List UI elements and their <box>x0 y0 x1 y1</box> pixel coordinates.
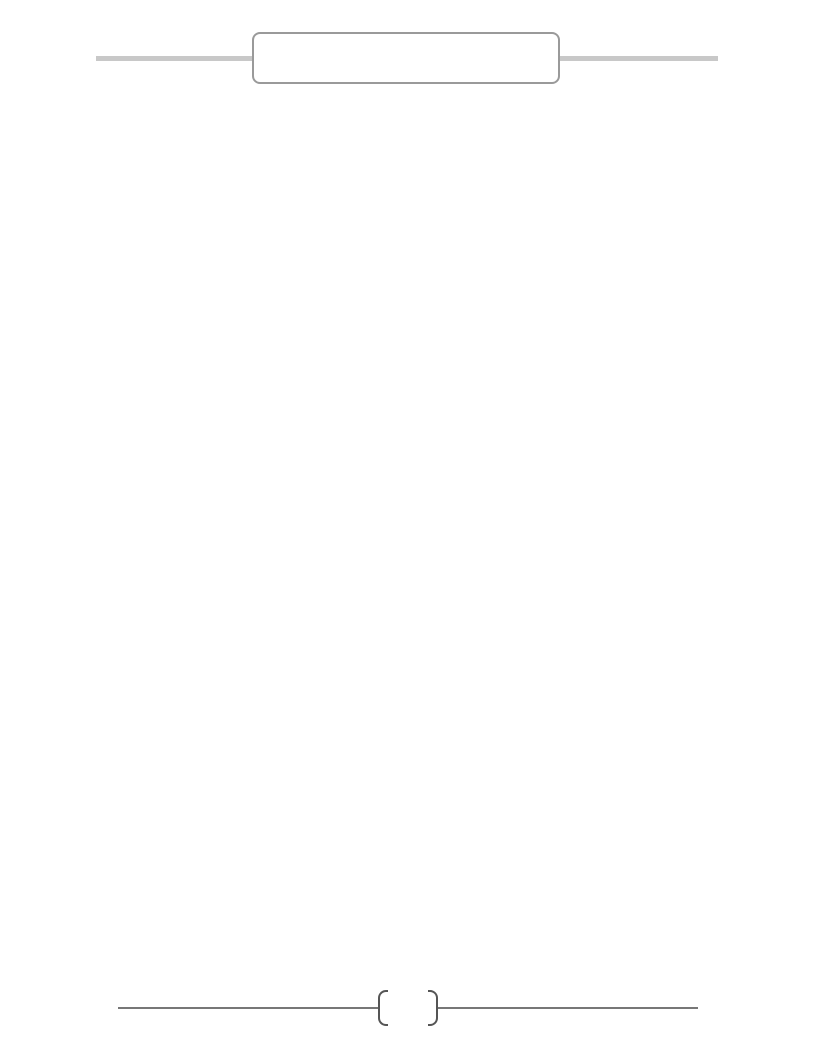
header-rule-right <box>560 56 718 61</box>
header-rule-left <box>96 56 254 61</box>
right-bracket-icon <box>428 990 438 1026</box>
page-header-title <box>252 32 560 84</box>
page-number-box <box>378 990 438 1026</box>
footer-rule-right <box>438 1007 698 1009</box>
footer-rule-left <box>118 1007 378 1009</box>
left-bracket-icon <box>378 990 388 1026</box>
